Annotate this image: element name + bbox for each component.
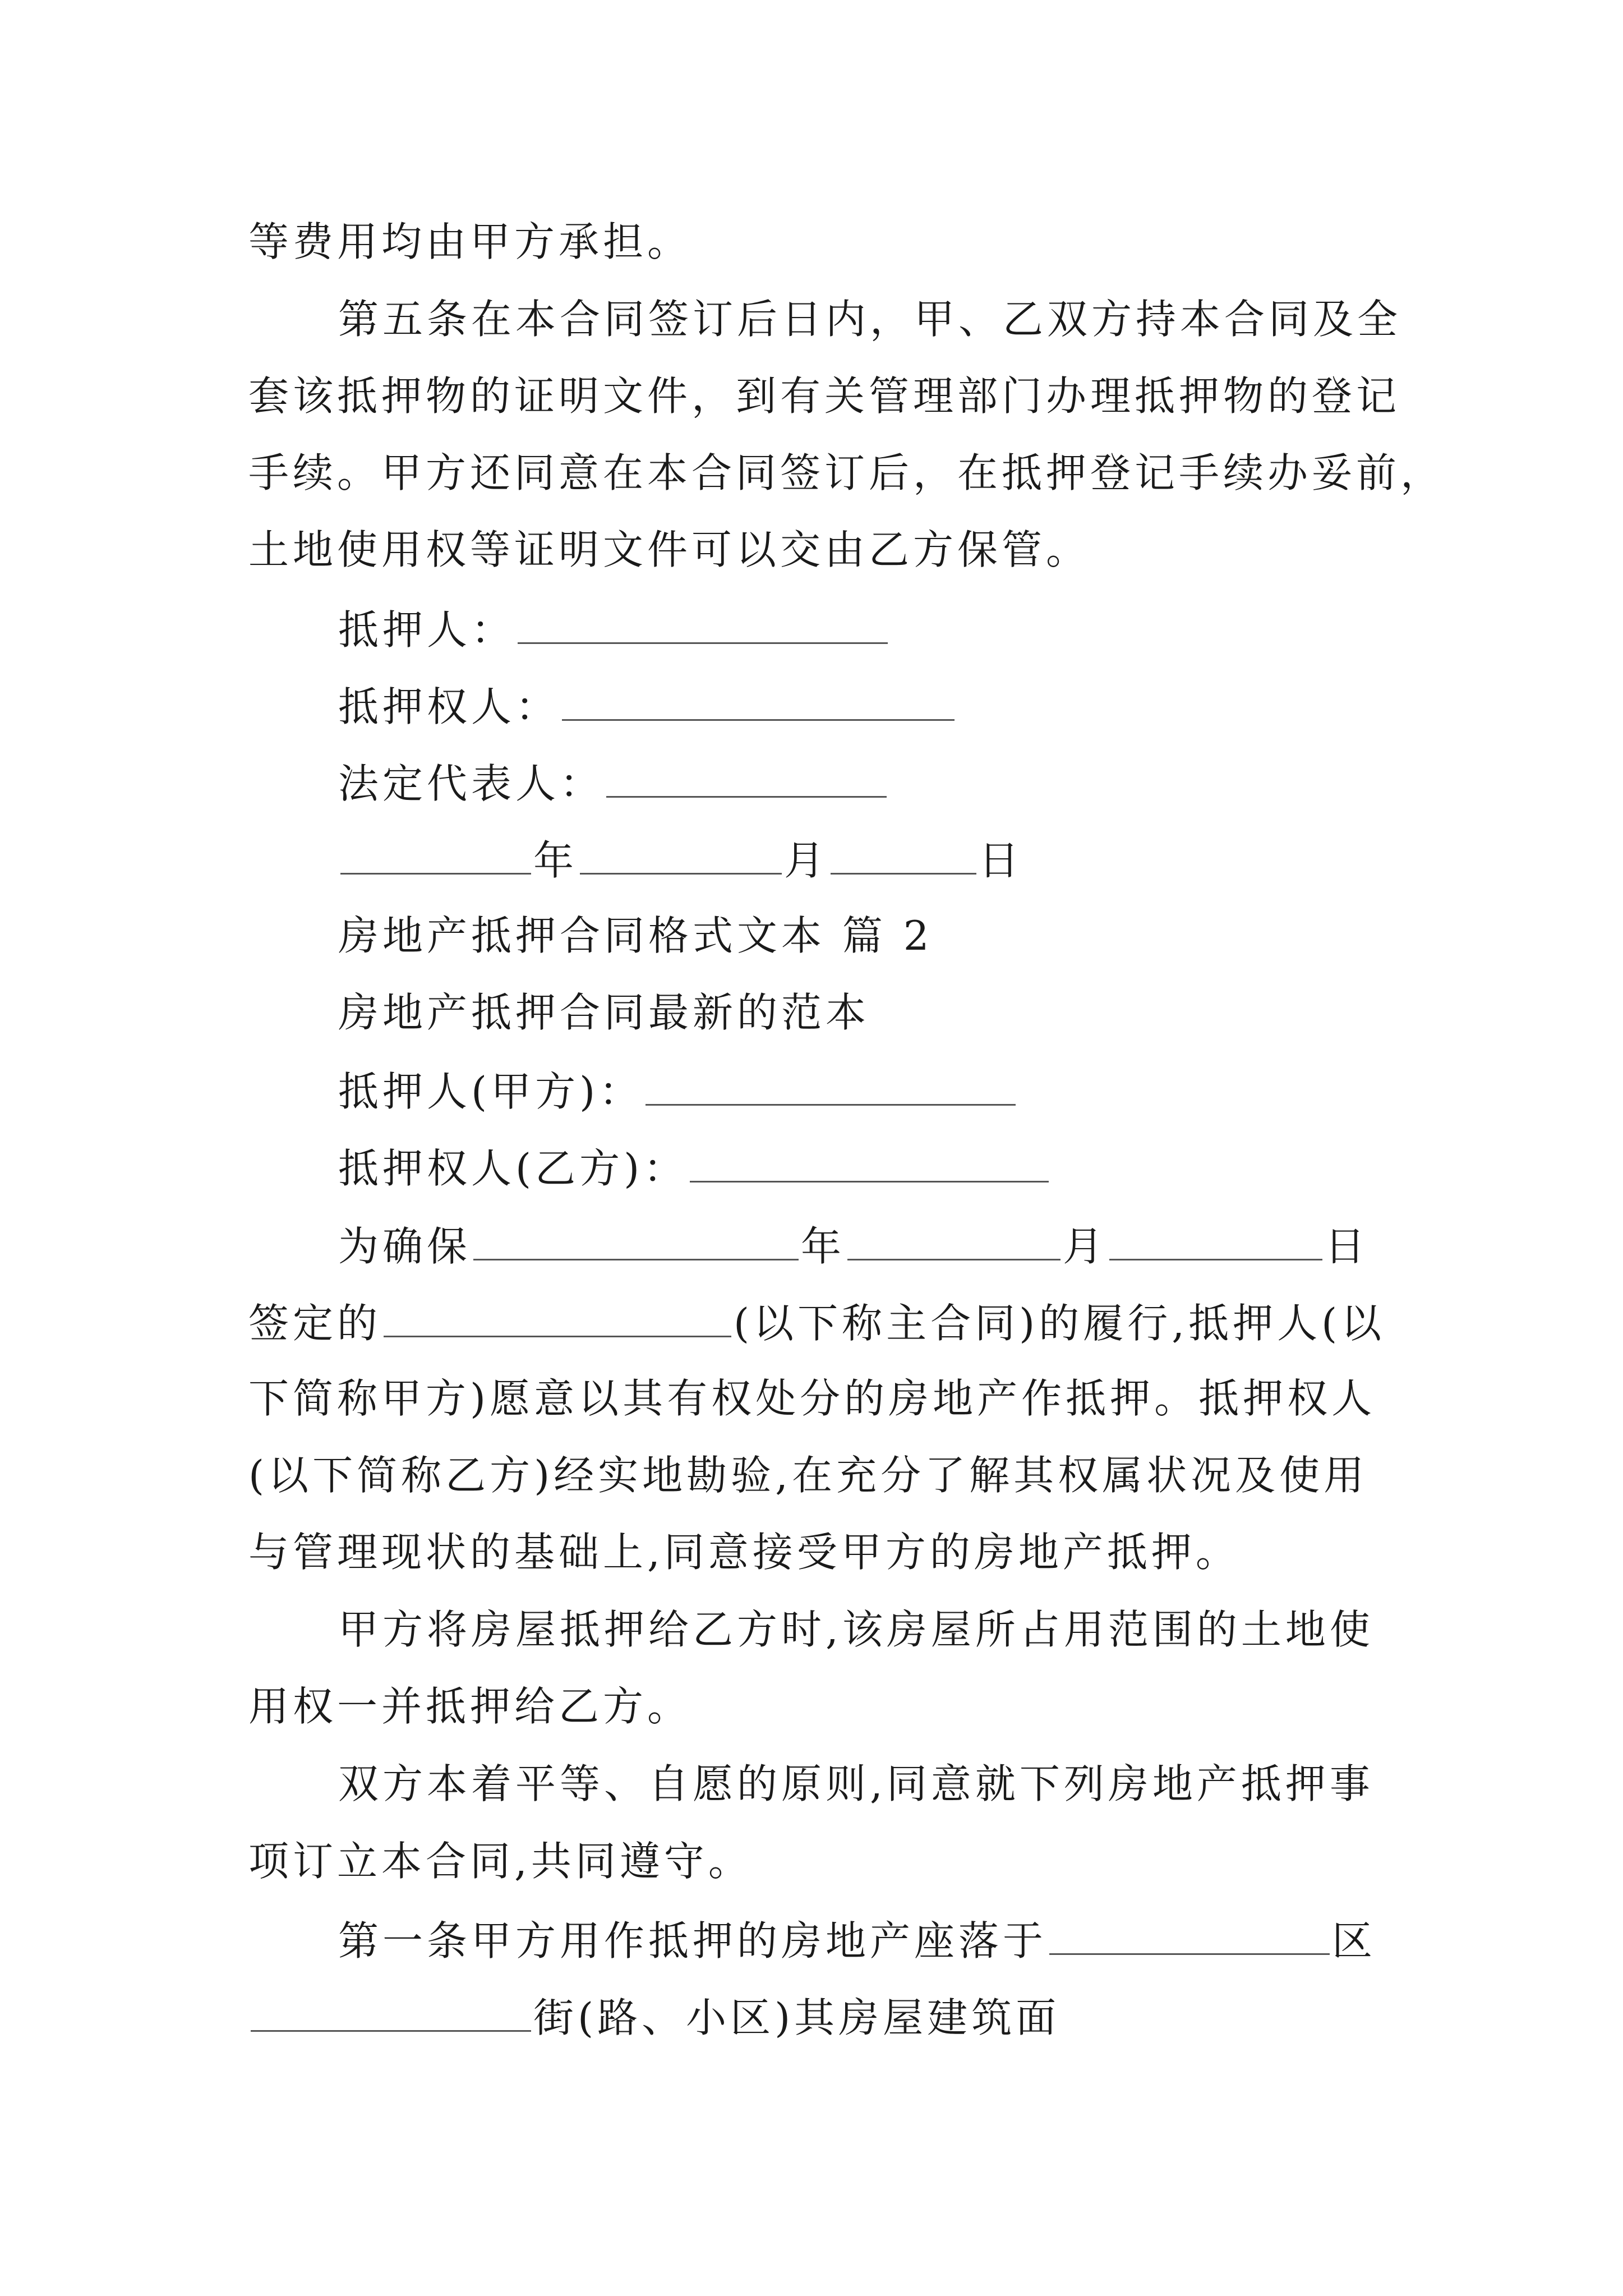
purpose-line2-suffix: (以下称主合同)的履行,抵押人(以 bbox=[734, 1300, 1386, 1347]
signature-blank bbox=[518, 608, 888, 644]
signature-mortgagee bbox=[338, 683, 957, 730]
date-blank bbox=[580, 838, 782, 875]
article-5-line: 土地使用权等证明文件可以交由乙方保管。 bbox=[248, 526, 1091, 573]
purpose-line: 与管理现状的基础上,同意接受甲方的房地产抵押。 bbox=[248, 1529, 1240, 1576]
day-label: 日 bbox=[979, 837, 1023, 884]
paragraph-line: 等费用均由甲方承担。 bbox=[248, 218, 692, 265]
purpose-line2-prefix: 签定的 bbox=[248, 1300, 382, 1347]
year-label: 年 bbox=[801, 1223, 846, 1270]
article-1-line bbox=[338, 1917, 1377, 1964]
article-5-line: 套该抵押物的证明文件，到有关管理部门办理抵押物的登记 bbox=[248, 372, 1401, 420]
party-b-line bbox=[338, 1145, 1051, 1192]
purpose-line bbox=[248, 1300, 1386, 1347]
district-label: 区 bbox=[1332, 1917, 1377, 1964]
signature-legal-rep-label: 法定代表人： bbox=[338, 760, 605, 807]
day-label: 日 bbox=[1325, 1223, 1370, 1270]
section-subtitle: 房地产抵押合同最新的范本 bbox=[338, 989, 870, 1036]
street-blank bbox=[251, 1995, 531, 2032]
article-5-line: 第五条在本合同签订后日内，甲、乙双方持本合同及全 bbox=[338, 296, 1402, 343]
purpose-blank bbox=[1109, 1224, 1322, 1260]
agree-line: 双方本着平等、自愿的原则,同意就下列房地产抵押事 bbox=[338, 1760, 1374, 1807]
district-blank bbox=[1049, 1918, 1330, 1955]
signature-mortgagor bbox=[338, 606, 890, 654]
signature-date bbox=[338, 837, 1023, 884]
date-blank bbox=[340, 838, 531, 875]
year-label: 年 bbox=[533, 837, 578, 884]
signature-legal-rep bbox=[338, 760, 889, 807]
party-b-label: 抵押权人(乙方)： bbox=[338, 1145, 688, 1192]
month-label: 月 bbox=[784, 837, 829, 884]
signature-blank bbox=[606, 761, 887, 798]
party-b-blank bbox=[690, 1146, 1049, 1182]
section-title: 房地产抵押合同格式文本 篇 2 bbox=[338, 912, 933, 959]
date-blank bbox=[831, 838, 976, 875]
agree-line: 项订立本合同,共同遵守。 bbox=[248, 1838, 753, 1885]
purpose-line: (以下简称乙方)经实地勘验,在充分了解其权属状况及使用 bbox=[248, 1452, 1368, 1499]
purpose-line bbox=[338, 1223, 1370, 1270]
purpose-blank bbox=[473, 1224, 799, 1260]
article-1-text: 第一条甲方用作抵押的房地产座落于 bbox=[338, 1917, 1048, 1964]
party-a-label: 抵押人(甲方)： bbox=[338, 1068, 644, 1115]
signature-blank bbox=[562, 684, 955, 721]
contract-blank bbox=[384, 1301, 731, 1337]
purpose-line: 下简称甲方)愿意以其有权处分的房地产作抵押。抵押权人 bbox=[248, 1375, 1376, 1422]
article-5-line: 手续。甲方还同意在本合同签订后，在抵押登记手续办妥前， bbox=[248, 449, 1445, 496]
signature-mortgagor-label: 抵押人： bbox=[338, 606, 516, 654]
party-a-line bbox=[338, 1068, 1018, 1115]
party-a-blank bbox=[645, 1069, 1016, 1106]
purpose-prefix: 为确保 bbox=[338, 1223, 472, 1270]
article-1-text: 街(路、小区)其房屋建筑面 bbox=[533, 1994, 1061, 2041]
month-label: 月 bbox=[1063, 1223, 1108, 1270]
land-line: 用权一并抵押给乙方。 bbox=[248, 1683, 692, 1730]
land-line: 甲方将房屋抵押给乙方时,该房屋所占用范围的土地使 bbox=[338, 1606, 1374, 1653]
purpose-blank bbox=[847, 1224, 1061, 1260]
article-1-line bbox=[248, 1994, 1061, 2041]
signature-mortgagee-label: 抵押权人： bbox=[338, 683, 560, 730]
